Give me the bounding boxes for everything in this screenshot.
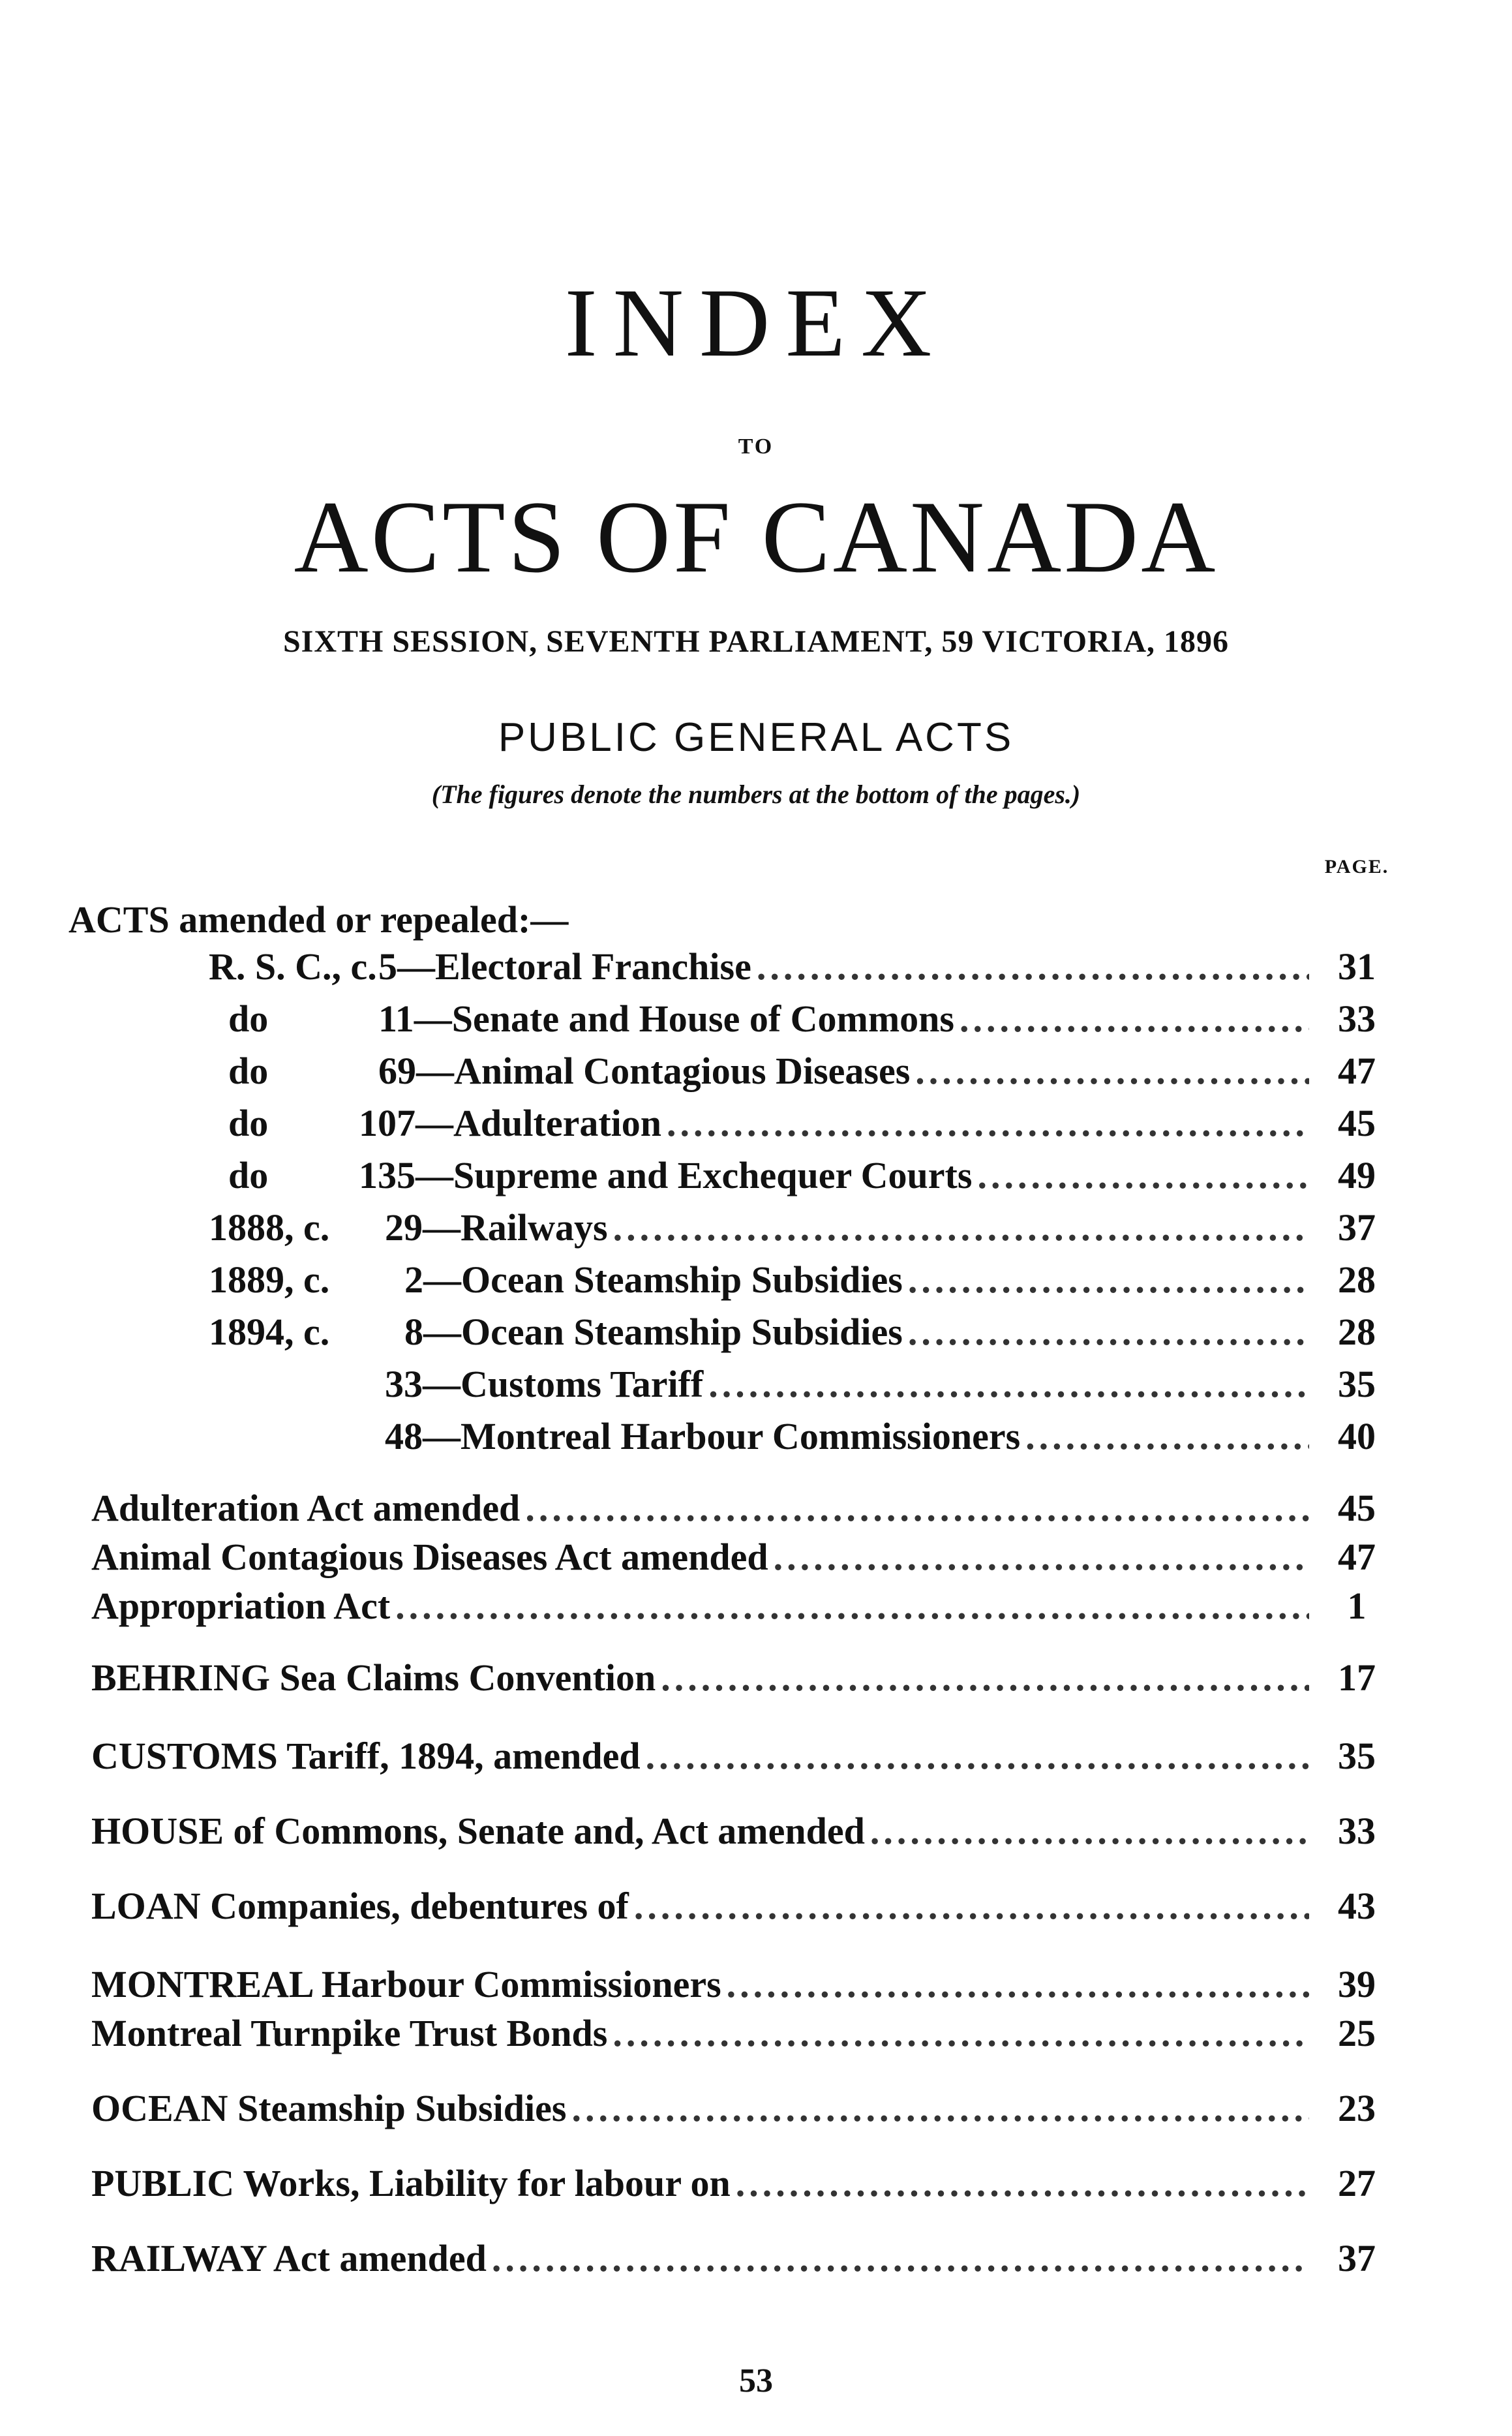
entry-label: OCEAN Steamship Subsidies <box>91 2087 567 2129</box>
leader-dots <box>1025 1409 1309 1464</box>
index-entry <box>91 2081 1399 2136</box>
entry-label: Adulteration Act amended <box>91 1487 521 1529</box>
index-entry <box>91 2006 1399 2061</box>
amended-statute: do <box>228 1050 269 1092</box>
amended-entry <box>209 1044 1399 1099</box>
leader-dots <box>870 1804 1309 1859</box>
acts-of-canada-title: ACTS OF CANADA <box>294 480 1218 594</box>
entry-label: BEHRING Sea Claims Convention <box>91 1656 656 1699</box>
index-entry <box>91 1651 1399 1705</box>
leader-dots <box>661 1651 1309 1705</box>
leader-dots <box>977 1148 1309 1203</box>
page-number: 23 <box>1338 2087 1376 2129</box>
index-entry <box>91 2156 1399 2211</box>
amended-statute: do <box>228 1102 269 1144</box>
page-number: 31 <box>1338 945 1376 988</box>
page-number: 35 <box>1338 1363 1376 1405</box>
amended-entry <box>209 1305 1399 1360</box>
amended-entry <box>209 1148 1399 1203</box>
page-number: 1 <box>1347 1585 1367 1627</box>
section-heading: PUBLIC GENERAL ACTS <box>498 715 1014 760</box>
page-number: 39 <box>1338 1963 1376 2005</box>
entry-label: HOUSE of Commons, Senate and, Act amended <box>91 1810 865 1852</box>
leader-dots <box>708 1357 1309 1412</box>
amended-entry <box>385 1409 1399 1464</box>
amended-entry <box>385 1357 1399 1412</box>
entry-label: Animal Contagious Diseases Act amended <box>91 1536 768 1578</box>
amended-chapter: 29—Railways <box>385 1206 608 1249</box>
entry-label: LOAN Companies, debentures of <box>91 1885 629 1927</box>
leader-dots <box>571 2081 1309 2136</box>
amended-chapter: 5—Electoral Franchise <box>378 945 751 988</box>
amended-chapter: 107—Adulteration <box>359 1102 661 1144</box>
leader-dots <box>757 939 1309 994</box>
leader-dots <box>646 1729 1309 1784</box>
leader-dots <box>525 1481 1309 1536</box>
leader-dots <box>492 2231 1309 2286</box>
page-number: 27 <box>1338 2162 1376 2204</box>
amended-statute: 1888, c. <box>209 1206 330 1249</box>
index-entry <box>91 1957 1399 2012</box>
entry-label: Appropriation Act <box>91 1585 391 1627</box>
page-number: 33 <box>1338 997 1376 1040</box>
amended-statute: R. S. C., c. <box>209 945 377 988</box>
leader-dots <box>960 992 1309 1046</box>
amended-entry <box>209 939 1399 994</box>
index-entry <box>91 1530 1399 1585</box>
leader-dots <box>915 1044 1309 1099</box>
index-entry <box>91 1729 1399 1784</box>
acts-amended-heading: ACTS amended or repealed:— <box>68 898 569 941</box>
amended-chapter: 33—Customs Tariff <box>385 1363 704 1405</box>
page-number: 37 <box>1338 2237 1376 2279</box>
leader-dots <box>634 1879 1309 1934</box>
leader-dots <box>667 1096 1309 1151</box>
amended-entry <box>209 1200 1399 1255</box>
amended-statute: 1894, c. <box>209 1311 330 1353</box>
index-entry <box>91 1481 1399 1536</box>
amended-statute: 1889, c. <box>209 1258 330 1301</box>
page-number: 28 <box>1338 1258 1376 1301</box>
leader-dots <box>736 2156 1309 2211</box>
entry-label: RAILWAY Act amended <box>91 2237 487 2279</box>
to-label: TO <box>738 434 774 459</box>
amended-entry <box>209 992 1399 1046</box>
index-title: INDEX <box>564 269 948 377</box>
amended-entry <box>209 1096 1399 1151</box>
entry-label: CUSTOMS Tariff, 1894, amended <box>91 1735 641 1777</box>
entry-label: MONTREAL Harbour Commissioners <box>91 1963 721 2005</box>
amended-entry <box>209 1253 1399 1307</box>
page-number: 47 <box>1338 1050 1376 1092</box>
index-entry <box>91 1804 1399 1859</box>
page-number: 37 <box>1338 1206 1376 1249</box>
figures-note: (The figures denote the numbers at the bottom of the pages.) <box>431 780 1081 809</box>
page-number: 49 <box>1338 1154 1376 1196</box>
folio-page-number: 53 <box>739 2362 773 2399</box>
page-number: 25 <box>1338 2012 1376 2054</box>
leader-dots <box>395 1579 1309 1634</box>
leader-dots <box>908 1253 1309 1307</box>
amended-chapter: 135—Supreme and Exchequer Courts <box>359 1154 973 1196</box>
page-number: 28 <box>1338 1311 1376 1353</box>
amended-chapter: 8—Ocean Steamship Subsidies <box>404 1311 903 1353</box>
page-number: 33 <box>1338 1810 1376 1852</box>
page-number: 40 <box>1338 1415 1376 1457</box>
amended-statute: do <box>228 1154 269 1196</box>
entry-label: Montreal Turnpike Trust Bonds <box>91 2012 608 2054</box>
page-number: 43 <box>1338 1885 1376 1927</box>
leader-dots <box>612 2006 1309 2061</box>
amended-chapter: 48—Montreal Harbour Commissioners <box>385 1415 1021 1457</box>
amended-chapter: 69—Animal Contagious Diseases <box>378 1050 911 1092</box>
amended-chapter: 2—Ocean Steamship Subsidies <box>404 1258 903 1301</box>
leader-dots <box>613 1200 1309 1255</box>
page-number: 45 <box>1338 1102 1376 1144</box>
amended-chapter: 11—Senate and House of Commons <box>378 997 954 1040</box>
page-column-heading: PAGE. <box>1324 856 1389 877</box>
page-number: 45 <box>1338 1487 1376 1529</box>
page-number: 17 <box>1338 1656 1376 1699</box>
page-number: 35 <box>1338 1735 1376 1777</box>
index-entry <box>91 1579 1399 1634</box>
leader-dots <box>908 1305 1309 1360</box>
page-number: 47 <box>1338 1536 1376 1578</box>
entry-label: PUBLIC Works, Liability for labour on <box>91 2162 731 2204</box>
leader-dots <box>774 1530 1309 1585</box>
index-entry <box>91 1879 1399 1934</box>
leader-dots <box>727 1957 1309 2012</box>
amended-statute: do <box>228 997 269 1040</box>
session-line: SIXTH SESSION, SEVENTH PARLIAMENT, 59 VICTORIA, 1896 <box>282 624 1230 659</box>
index-entry <box>91 2231 1399 2286</box>
